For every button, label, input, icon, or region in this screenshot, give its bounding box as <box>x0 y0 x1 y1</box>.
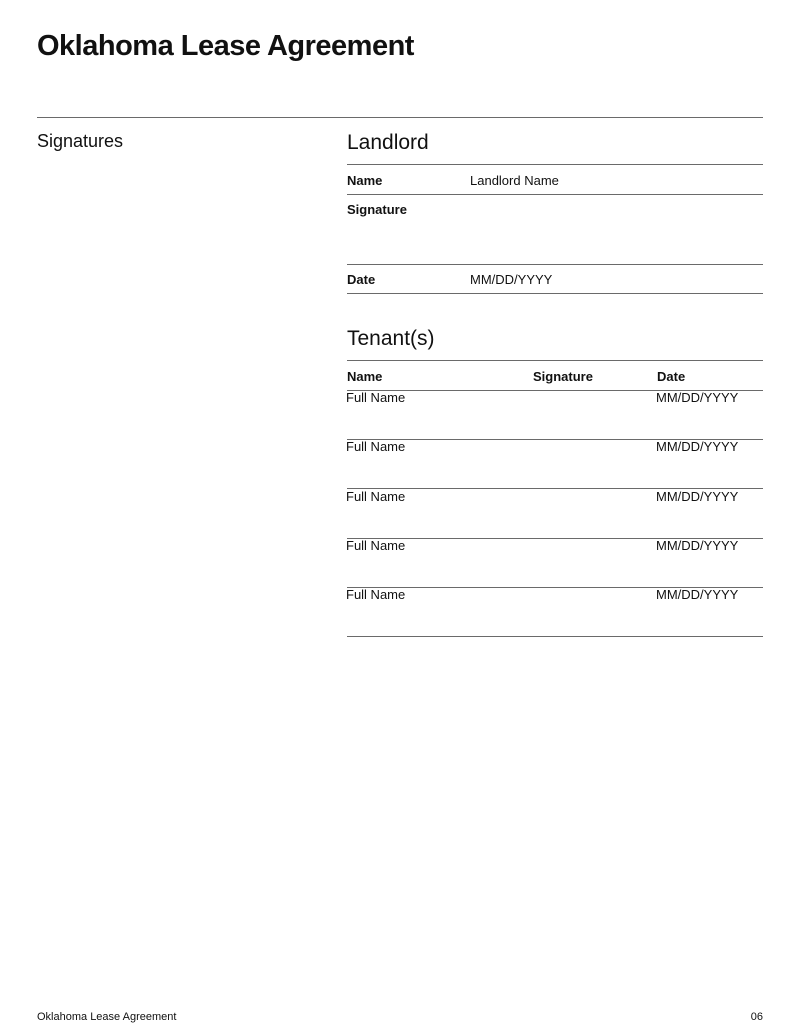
page-title: Oklahoma Lease Agreement <box>37 30 414 62</box>
tenant-name-field[interactable]: Full Name <box>346 390 406 405</box>
tenant-signature-field[interactable] <box>527 433 647 477</box>
landlord-date-label: Date <box>347 272 376 287</box>
tenant-row <box>347 390 763 439</box>
tenants-heading: Tenant(s) <box>347 327 435 350</box>
divider <box>37 117 763 118</box>
divider <box>347 194 763 195</box>
tenant-date-field[interactable]: MM/DD/YYYY <box>656 439 739 455</box>
divider <box>347 293 763 294</box>
landlord-name-label: Name <box>347 173 383 188</box>
page-number: 06 <box>750 1011 763 1023</box>
column-header-name: Name <box>347 369 383 384</box>
tenant-date-field[interactable]: MM/DD/YYYY <box>656 537 739 553</box>
tenant-row <box>347 489 763 538</box>
landlord-signature-label: Signature <box>347 202 407 217</box>
section-title: Signatures <box>37 131 124 151</box>
column-header-signature: Signature <box>533 369 593 384</box>
landlord-date-field[interactable]: MM/DD/YYYY <box>470 272 553 287</box>
column-header-date: Date <box>657 369 686 384</box>
footer-title: Oklahoma Lease Agreement <box>37 1011 177 1023</box>
tenant-name-field[interactable]: Full Name <box>346 439 406 455</box>
tenant-name-field[interactable]: Full Name <box>346 488 406 504</box>
divider <box>347 360 763 361</box>
tenant-row <box>347 538 763 587</box>
tenant-date-field[interactable]: MM/DD/YYYY <box>656 488 739 504</box>
divider <box>347 636 763 637</box>
divider <box>347 164 763 165</box>
tenant-signature-field[interactable] <box>527 483 647 527</box>
tenant-signature-field[interactable] <box>527 384 647 428</box>
tenant-row <box>347 439 763 488</box>
tenant-name-field[interactable]: Full Name <box>346 587 406 603</box>
landlord-signature-field[interactable] <box>470 198 763 262</box>
tenant-date-field[interactable]: MM/DD/YYYY <box>656 390 739 405</box>
tenant-date-field[interactable]: MM/DD/YYYY <box>656 587 739 603</box>
landlord-heading: Landlord <box>347 131 429 154</box>
tenant-signature-field[interactable] <box>527 581 647 625</box>
landlord-name-field[interactable]: Landlord Name <box>470 173 559 188</box>
tenant-row <box>347 587 763 636</box>
tenant-signature-field[interactable] <box>527 532 647 576</box>
divider <box>347 264 763 265</box>
tenant-name-field[interactable]: Full Name <box>346 537 406 553</box>
